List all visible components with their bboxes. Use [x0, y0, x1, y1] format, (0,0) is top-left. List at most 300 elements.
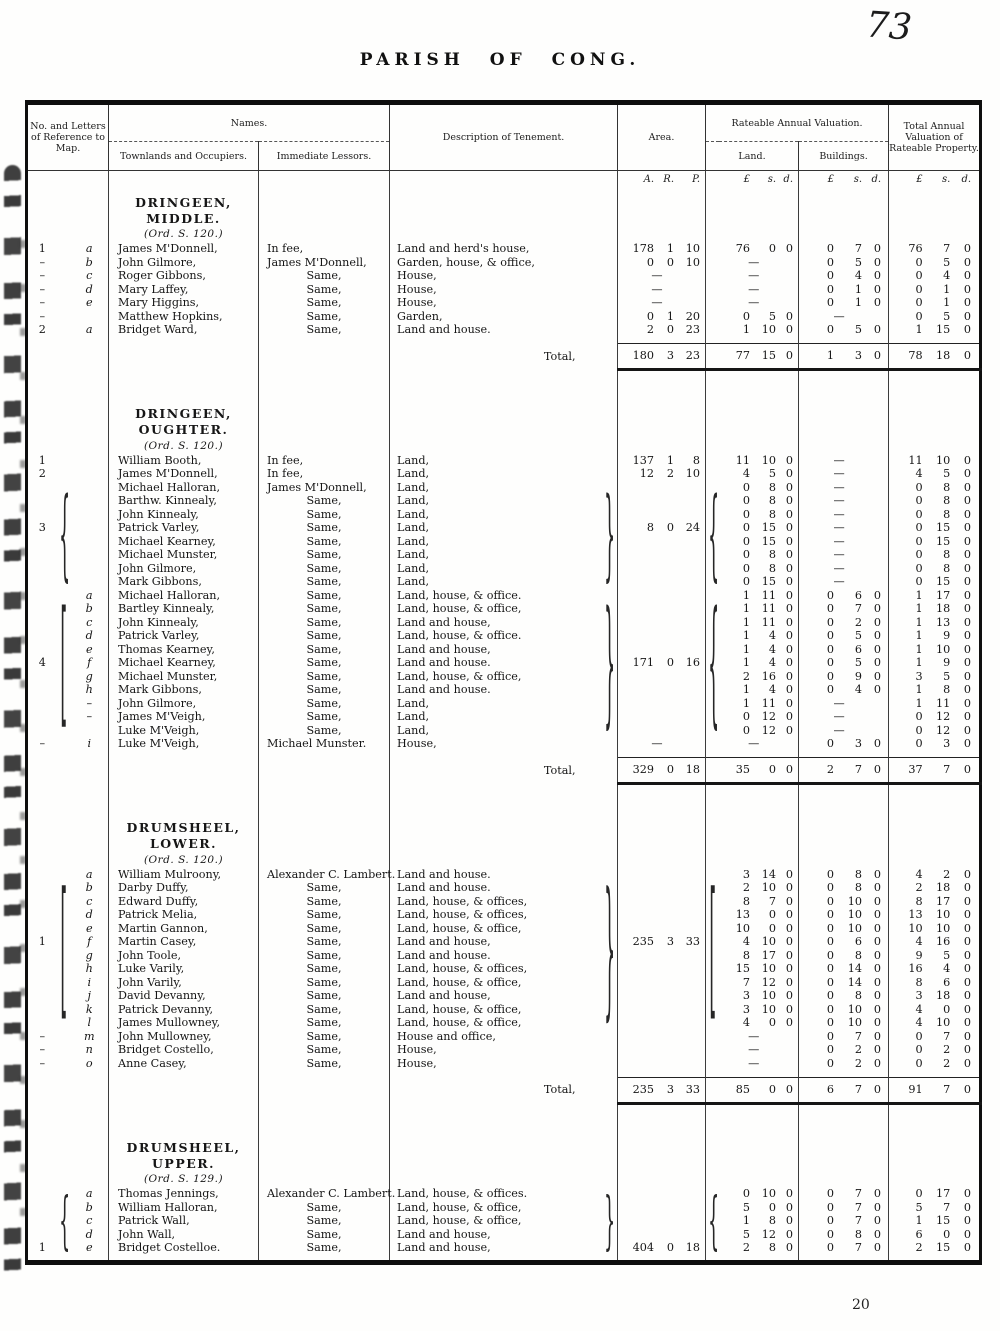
- total-row: Total, 329 0 18 35 0 0 2 7 0 37 7 0: [27, 758, 981, 784]
- total-label: Total,: [543, 763, 576, 777]
- map-number-cell: [27, 710, 57, 724]
- lessor-cell: Same,: [259, 683, 390, 697]
- land-valuation-cell: 15 10 0: [719, 962, 799, 976]
- grouping-brace: [: [708, 861, 716, 1036]
- map-letter-cell: c: [71, 269, 109, 283]
- description-cell: Land and house,: [397, 1241, 491, 1254]
- land-valuation-cell: 0 5 0: [719, 310, 799, 324]
- lessor-cell: Same,: [259, 1057, 390, 1071]
- lessor-cell: Same,: [259, 296, 390, 310]
- area-cell: [618, 697, 706, 711]
- description-cell: Land,: [397, 710, 430, 723]
- townland-heading: MIDDLE.: [109, 210, 259, 226]
- table-row: [27, 256, 981, 270]
- map-letter-cell: c: [71, 895, 109, 909]
- map-number-cell: [27, 976, 57, 990]
- buildings-valuation-cell: 0 1 0: [799, 296, 889, 310]
- description-cell: Land,: [397, 494, 430, 507]
- total-valuation-cell: 2 15 0: [915, 1241, 972, 1254]
- occupier-cell: James M'Donnell,: [109, 242, 259, 256]
- table-row: [27, 1043, 981, 1057]
- map-letter-cell: o: [71, 1057, 109, 1071]
- lessor-cell: In fee,: [259, 242, 390, 256]
- total-valuation-cell: 0 8 0: [915, 561, 972, 575]
- area-cell: 0 1 20: [618, 310, 706, 324]
- land-valuation-cell: 4 5 0: [719, 467, 799, 481]
- description-cell: Land, house, & office,: [397, 669, 522, 683]
- occupier-cell: Patrick Devanny,: [109, 1003, 259, 1017]
- total-valuation-cell: 10 10 0: [908, 921, 972, 935]
- table-row: [27, 283, 981, 297]
- lessor-cell: Same,: [259, 1043, 390, 1057]
- area-cell: [618, 508, 706, 522]
- area-cell: [618, 868, 706, 882]
- occupier-cell: Luke Varily,: [109, 962, 259, 976]
- townland-heading: DRINGEEN,: [109, 194, 259, 210]
- table-row: [27, 949, 981, 963]
- occupier-cell: John Varily,: [109, 976, 259, 990]
- header-names: Names.: [109, 103, 390, 142]
- lessor-cell: Same,: [259, 1201, 390, 1215]
- description-cell: House,: [397, 296, 437, 309]
- buildings-valuation-cell: 0 6 0: [799, 643, 889, 657]
- map-number-cell: [27, 922, 57, 936]
- occupier-cell: James M'Veigh,: [109, 710, 259, 724]
- lessor-cell: Same,: [259, 562, 390, 576]
- table-row: [27, 895, 981, 909]
- area-cell: [618, 922, 706, 936]
- area-cell: [618, 616, 706, 630]
- buildings-valuation-cell: 0 7 0: [799, 1214, 889, 1228]
- occupier-cell: John Kinnealy,: [109, 616, 259, 630]
- description-cell: Land,: [397, 507, 430, 521]
- buildings-valuation-cell: 0 10 0: [799, 908, 889, 922]
- grouping-brace: [: [60, 582, 67, 743]
- total-valuation-cell: 1 8 0: [915, 683, 972, 696]
- table-row: [27, 989, 981, 1003]
- land-valuation-cell: 5 12 0: [719, 1228, 799, 1242]
- total-valuation-cell: 0 12 0: [915, 710, 972, 723]
- grouping-brace: }: [603, 476, 615, 593]
- land-valuation-cell: 0 10 0: [719, 1187, 799, 1201]
- total-valuation-cell: 1 9 0: [915, 656, 972, 669]
- occupier-cell: Barthw. Kinnealy,: [109, 494, 259, 508]
- lessor-cell: Alexander C. Lambert.: [259, 1187, 390, 1201]
- map-number-cell: 1: [38, 935, 46, 948]
- description-cell: Land and house.: [397, 867, 491, 881]
- land-valuation-cell: 3 10 0: [719, 989, 799, 1003]
- map-number-cell: [27, 962, 57, 976]
- map-letter-cell: –: [71, 697, 109, 711]
- land-valuation-cell: 4 10 0: [719, 935, 799, 949]
- land-valuation-cell: 0 15 0: [719, 575, 799, 589]
- map-letter-cell: c: [71, 616, 109, 630]
- map-number-cell: 1: [38, 1241, 46, 1254]
- area-cell: [618, 670, 706, 684]
- occupier-cell: John Mullowney,: [109, 1030, 259, 1044]
- occupier-cell: Darby Duffy,: [109, 881, 259, 895]
- map-number-cell: –: [39, 1056, 46, 1070]
- townland-heading: DRUMSHEEL,: [109, 820, 259, 836]
- lessor-cell: Same,: [259, 989, 390, 1003]
- table-row: [27, 589, 981, 603]
- buildings-valuation-cell: 0 10 0: [799, 1003, 889, 1017]
- map-number-cell: –: [39, 737, 46, 750]
- description-cell: Land, house, & office,: [397, 1214, 522, 1227]
- lessor-cell: Michael Munster.: [259, 737, 390, 751]
- map-letter-cell: e: [71, 296, 109, 310]
- description-cell: Land and house.: [397, 656, 491, 669]
- occupier-cell: Mary Laffey,: [109, 283, 259, 297]
- total-valuation-cell: 0 8 0: [915, 548, 972, 561]
- description-cell: Land,: [397, 534, 430, 548]
- buildings-valuation-cell: —: [799, 697, 889, 711]
- map-letter-cell: h: [71, 962, 109, 976]
- occupier-cell: Michael Kearney,: [109, 656, 259, 670]
- total-valuation-cell: 0 15 0: [915, 575, 972, 588]
- table-row: [27, 494, 981, 508]
- table-row: [27, 521, 981, 535]
- lessor-cell: Same,: [259, 323, 390, 337]
- area-cell: [618, 1003, 706, 1017]
- description-cell: Land,: [397, 480, 430, 494]
- area-cell: [618, 949, 706, 963]
- map-number-cell: [27, 881, 57, 895]
- land-valuation-cell: 0 8 0: [719, 481, 799, 495]
- area-cell: —: [618, 296, 706, 310]
- buildings-valuation-cell: 0 6 0: [799, 935, 889, 949]
- land-valuation-cell: —: [719, 1043, 799, 1057]
- grouping-brace: }: [603, 861, 615, 1036]
- occupier-cell: Patrick Melia,: [109, 908, 259, 922]
- map-letter-cell: a: [71, 589, 109, 603]
- occupier-cell: James M'Donnell,: [109, 467, 259, 481]
- map-letter-cell: i: [71, 737, 109, 751]
- table-row: [27, 908, 981, 922]
- map-letter-cell: d: [71, 908, 109, 922]
- map-number-cell: –: [39, 269, 46, 282]
- table-row: [27, 868, 981, 882]
- land-valuation-cell: —: [719, 283, 799, 297]
- lessor-cell: Same,: [259, 724, 390, 738]
- total-valuation-cell: 1 17 0: [915, 588, 972, 602]
- area-cell: 404 0 18: [618, 1241, 706, 1255]
- townland-heading: OUGHTER.: [109, 422, 259, 438]
- occupier-cell: Bridget Costello,: [109, 1043, 259, 1057]
- map-number-cell: [27, 868, 57, 882]
- total-valuation-cell: 0 2 0: [915, 1056, 972, 1070]
- total-row: Total, 235 3 33 85 0 0 6 7 0 91 7 0: [27, 1077, 981, 1103]
- grouping-brace: {: [58, 476, 70, 593]
- land-valuation-cell: 4 0 0: [719, 1016, 799, 1030]
- buildings-valuation-cell: 0 10 0: [799, 1016, 889, 1030]
- total-valuation-cell: 1 15 0: [915, 1214, 972, 1227]
- map-letter-cell: [71, 548, 109, 562]
- lessor-cell: Same,: [259, 710, 390, 724]
- buildings-valuation-cell: 0 2 0: [799, 1057, 889, 1071]
- table-row: [27, 1016, 981, 1030]
- grouping-brace: }: [603, 582, 615, 743]
- total-valuation-cell: 1 10 0: [915, 642, 972, 656]
- map-number-cell: [27, 724, 57, 738]
- total-row: Total, 180 3 23 77 15 0 1 3 0 78 18 0: [27, 344, 981, 370]
- table-row: [27, 976, 981, 990]
- land-valuation-cell: 8 7 0: [719, 895, 799, 909]
- area-cell: [618, 1201, 706, 1215]
- total-valuation-cell: 9 5 0: [915, 948, 972, 962]
- lessor-cell: Same,: [259, 976, 390, 990]
- land-valuation-cell: 1 11 0: [719, 616, 799, 630]
- area-cell: [618, 1214, 706, 1228]
- total-valuation-cell: 3 18 0: [915, 989, 972, 1002]
- land-valuation-cell: 3 10 0: [719, 1003, 799, 1017]
- map-number-cell: [27, 508, 57, 522]
- table-row: [27, 697, 981, 711]
- buildings-valuation-cell: 0 2 0: [799, 1043, 889, 1057]
- header-total: Total Annual Valuation of Rateable Property.: [889, 103, 981, 171]
- description-cell: Land and house,: [397, 642, 491, 656]
- area-cell: 171 0 16: [618, 656, 706, 670]
- area-cell: —: [618, 269, 706, 283]
- table-row: [27, 1003, 981, 1017]
- total-valuation-cell: 0 3 0: [915, 737, 972, 750]
- lessor-cell: Same,: [259, 494, 390, 508]
- lessor-cell: Same,: [259, 310, 390, 324]
- buildings-valuation-cell: 0 9 0: [799, 670, 889, 684]
- lessor-cell: James M'Donnell,: [259, 256, 390, 270]
- area-cell: [618, 562, 706, 576]
- occupier-cell: Martin Casey,: [109, 935, 259, 949]
- table-row: [27, 481, 981, 495]
- occupier-cell: Bridget Costelloe.: [109, 1241, 259, 1255]
- map-letter-cell: [71, 575, 109, 589]
- description-cell: Land, house, & offices.: [397, 1187, 528, 1200]
- valuation-table-wrap: [25, 100, 982, 1265]
- map-letter-cell: e: [71, 643, 109, 657]
- total-valuation-cell: 8 6 0: [915, 975, 972, 989]
- land-valuation-cell: —: [719, 737, 799, 751]
- land-valuation-cell: —: [719, 269, 799, 283]
- description-cell: Land and herd's house,: [397, 242, 530, 255]
- map-letter-cell: a: [71, 868, 109, 882]
- buildings-valuation-cell: 0 7 0: [799, 1030, 889, 1044]
- land-valuation-cell: 11 10 0: [719, 454, 799, 468]
- occupier-cell: Mary Higgins,: [109, 296, 259, 310]
- lessor-cell: Same,: [259, 548, 390, 562]
- description-cell: House,: [397, 1043, 437, 1056]
- occupier-cell: Luke M'Veigh,: [109, 724, 259, 738]
- area-cell: [618, 602, 706, 616]
- lessor-cell: Same,: [259, 1228, 390, 1242]
- occupier-cell: John Gilmore,: [109, 256, 259, 270]
- buildings-valuation-cell: —: [799, 508, 889, 522]
- total-valuation-cell: 0 7 0: [915, 1029, 972, 1043]
- table-row: [27, 1187, 981, 1201]
- area-cell: [618, 494, 706, 508]
- land-valuation-cell: 1 11 0: [719, 602, 799, 616]
- area-cell: [618, 1187, 706, 1201]
- land-valuation-cell: 0 8 0: [719, 508, 799, 522]
- map-number-cell: –: [39, 309, 46, 323]
- occupier-cell: Michael Munster,: [109, 670, 259, 684]
- land-valuation-cell: 2 16 0: [719, 670, 799, 684]
- land-valuation-cell: 2 10 0: [719, 881, 799, 895]
- area-cell: [618, 1228, 706, 1242]
- table-row: [27, 242, 981, 256]
- description-cell: Land and house.: [397, 323, 491, 336]
- table-row: [27, 296, 981, 310]
- map-number-cell: [27, 575, 57, 589]
- lessor-cell: Same,: [259, 962, 390, 976]
- lessor-cell: Same,: [259, 670, 390, 684]
- area-cell: [618, 989, 706, 1003]
- occupier-cell: Patrick Wall,: [109, 1214, 259, 1228]
- map-letter-cell: [71, 535, 109, 549]
- map-letter-cell: [71, 481, 109, 495]
- description-cell: Land and house,: [397, 935, 491, 948]
- table-row: [27, 710, 981, 724]
- header-land: Land.: [706, 142, 799, 171]
- description-cell: Land,: [397, 723, 430, 737]
- map-letter-cell: [71, 454, 109, 468]
- map-number-cell: [27, 589, 57, 603]
- map-letter-cell: e: [71, 1241, 109, 1255]
- description-cell: Land, house, & office.: [397, 629, 522, 642]
- description-cell: Land, house, & offices,: [397, 962, 528, 975]
- table-row: [27, 562, 981, 576]
- area-cell: —: [618, 737, 706, 751]
- occupier-cell: Patrick Varley,: [109, 521, 259, 535]
- header-townlands: Townlands and Occupiers.: [109, 142, 259, 171]
- map-letter-cell: a: [71, 242, 109, 256]
- area-cell: 235 3 33: [618, 935, 706, 949]
- description-cell: Land, house, & offices,: [397, 908, 528, 921]
- map-letter-cell: c: [71, 1214, 109, 1228]
- buildings-valuation-cell: 0 8 0: [799, 868, 889, 882]
- area-cell: [618, 1043, 706, 1057]
- buildings-valuation-cell: —: [799, 710, 889, 724]
- table-row: [27, 575, 981, 589]
- buildings-valuation-cell: 0 6 0: [799, 589, 889, 603]
- units-row: [27, 171, 981, 189]
- map-letter-cell: e: [71, 922, 109, 936]
- occupier-cell: Michael Kearney,: [109, 535, 259, 549]
- map-letter-cell: f: [71, 656, 109, 670]
- map-letter-cell: [71, 724, 109, 738]
- map-letter-cell: j: [71, 989, 109, 1003]
- lessor-cell: Same,: [259, 935, 390, 949]
- total-valuation-cell: 0 12 0: [915, 723, 972, 737]
- occupier-cell: Thomas Kearney,: [109, 643, 259, 657]
- total-valuation-cell: 13 10 0: [908, 908, 972, 921]
- buildings-valuation-cell: —: [799, 724, 889, 738]
- buildings-valuation-cell: 0 8 0: [799, 1228, 889, 1242]
- townland-heading: (Ord. S. 129.): [109, 1171, 259, 1187]
- land-valuation-cell: 1 10 0: [719, 323, 799, 337]
- land-valuation-cell: 1 11 0: [719, 589, 799, 603]
- land-valuation-cell: 1 4 0: [719, 629, 799, 643]
- occupier-cell: William Booth,: [109, 454, 259, 468]
- grouping-brace: {: [708, 476, 720, 593]
- land-valuation-cell: 0 15 0: [719, 535, 799, 549]
- occupier-cell: Matthew Hopkins,: [109, 310, 259, 324]
- land-valuation-cell: —: [719, 256, 799, 270]
- grouping-brace: {: [58, 1184, 70, 1258]
- townland-heading: LOWER.: [109, 836, 259, 852]
- total-valuation-cell: 1 15 0: [915, 323, 972, 336]
- buildings-valuation-cell: 0 4 0: [799, 683, 889, 697]
- description-cell: Land,: [397, 575, 430, 588]
- table-row: [27, 737, 981, 751]
- lessor-cell: James M'Donnell,: [259, 481, 390, 495]
- map-letter-cell: [71, 521, 109, 535]
- map-letter-cell: n: [71, 1043, 109, 1057]
- land-valuation-cell: 2 8 0: [719, 1241, 799, 1255]
- description-cell: House,: [397, 269, 437, 282]
- total-valuation-cell: 4 0 0: [915, 1002, 972, 1016]
- description-cell: Land, house, & office,: [397, 921, 522, 935]
- occupier-cell: Bartley Kinnealy,: [109, 602, 259, 616]
- land-valuation-cell: 76 0 0: [719, 242, 799, 256]
- table-row: [27, 881, 981, 895]
- buildings-valuation-cell: 0 7 0: [799, 1241, 889, 1255]
- area-cell: [618, 895, 706, 909]
- table-row: [27, 922, 981, 936]
- table-row: [27, 724, 981, 738]
- table-row: [27, 269, 981, 283]
- map-letter-cell: [71, 467, 109, 481]
- buildings-valuation-cell: 0 5 0: [799, 323, 889, 337]
- description-cell: Land and house.: [397, 948, 491, 962]
- land-valuation-cell: —: [719, 296, 799, 310]
- buildings-valuation-cell: 0 7 0: [799, 602, 889, 616]
- table-row: [27, 548, 981, 562]
- occupier-cell: Michael Halloran,: [109, 481, 259, 495]
- description-cell: House,: [397, 737, 437, 750]
- occupier-cell: Martin Gannon,: [109, 922, 259, 936]
- total-valuation-cell: 4 10 0: [915, 1016, 972, 1029]
- map-number-cell: [27, 683, 57, 697]
- map-number-cell: [27, 697, 57, 711]
- description-cell: Land and house,: [397, 615, 491, 629]
- lessor-cell: Same,: [259, 283, 390, 297]
- lessor-cell: Same,: [259, 616, 390, 630]
- table-row: [27, 1214, 981, 1228]
- occupier-cell: Mark Gibbons,: [109, 575, 259, 589]
- area-cell: 0 0 10: [618, 256, 706, 270]
- map-number-cell: [27, 562, 57, 576]
- table-row: [27, 1057, 981, 1071]
- land-valuation-cell: 7 12 0: [719, 976, 799, 990]
- total-valuation-cell: 5 7 0: [915, 1200, 972, 1214]
- description-cell: Land, house, & office,: [397, 1200, 522, 1214]
- total-valuation-cell: 0 8 0: [915, 480, 972, 494]
- total-valuation-cell: 0 5 0: [915, 255, 972, 269]
- lessor-cell: Alexander C. Lambert.: [259, 868, 390, 882]
- land-valuation-cell: 0 8 0: [719, 562, 799, 576]
- table-row: [27, 1201, 981, 1215]
- handwritten-page-number: 73: [864, 4, 914, 49]
- table-row: [27, 508, 981, 522]
- buildings-valuation-cell: 0 8 0: [799, 949, 889, 963]
- buildings-valuation-cell: —: [799, 467, 889, 481]
- buildings-valuation-cell: —: [799, 535, 889, 549]
- map-number-cell: [27, 1016, 57, 1030]
- area-cell: —: [618, 283, 706, 297]
- total-valuation-cell: 0 1 0: [915, 296, 972, 309]
- lessor-cell: Same,: [259, 508, 390, 522]
- land-valuation-cell: 5 0 0: [719, 1201, 799, 1215]
